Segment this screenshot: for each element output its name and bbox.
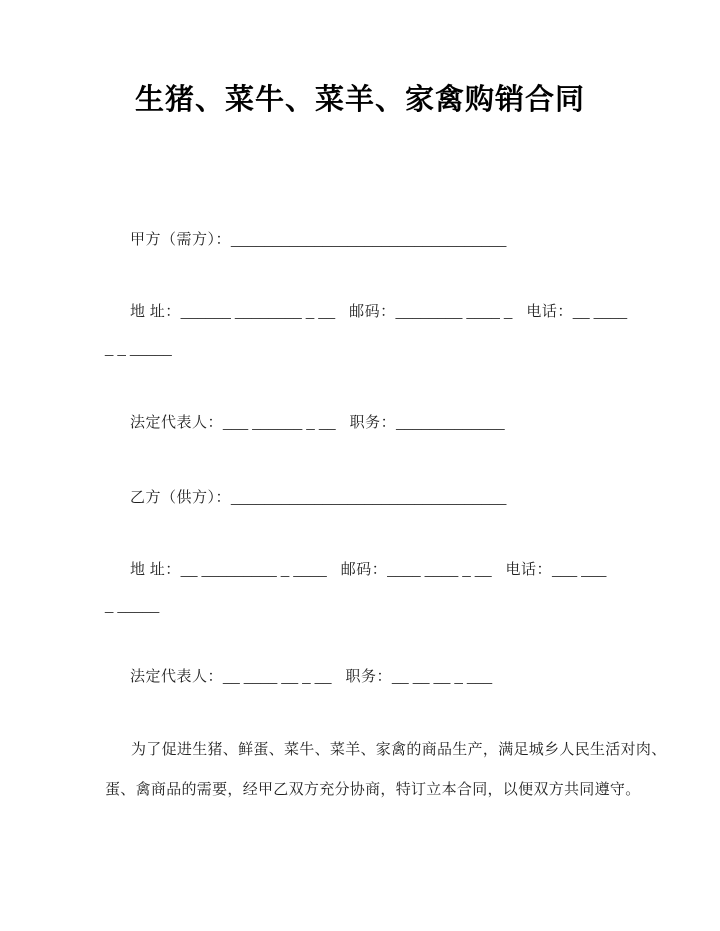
party-a-phone-label: 电话：	[526, 304, 573, 320]
party-a-address-row	[130, 302, 627, 322]
party-a-name-blank: _________________________________	[231, 231, 507, 248]
closing-paragraph-line-1: 为了促进生猪、鲜蛋、菜牛、菜羊、家禽的商品生产，满足城乡人民生活对肉、	[131, 742, 667, 758]
party-b-job-label: 职务：	[345, 669, 392, 685]
party-a-phone-blank: __ ____	[572, 303, 628, 320]
party-a-phone-blank-wrap: _ _ _____	[105, 340, 172, 357]
party-a-name-label: 甲方（需方）：	[130, 232, 232, 248]
party-a-zip-blank: ________ ____ _	[395, 303, 513, 320]
party-a-address-label: 地 址：	[130, 304, 181, 320]
party-b-legal-rep-blank: __ ____ __ _ __	[223, 668, 332, 685]
party-a-legal-rep-blank: ___ ______ _ __	[223, 414, 336, 431]
party-b-phone-blank-wrap: _ _____	[105, 597, 160, 614]
party-b-address-label: 地 址：	[130, 562, 181, 578]
party-b-job-blank: __ __ __ _ ___	[391, 668, 493, 685]
party-a-address-blank: ______ ________ _ __	[180, 303, 336, 320]
party-a-legal-row	[130, 413, 505, 433]
party-b-address-blank: __ _________ _ ____	[180, 561, 327, 578]
document-title: 生猪、菜牛、菜羊、家禽购销合同	[134, 84, 585, 116]
party-a-zip-label: 邮码：	[349, 304, 396, 320]
party-b-name-row	[130, 488, 506, 508]
closing-paragraph-line-2: 蛋、禽商品的需要，经甲乙双方充分协商，特订立本合同，以便双方共同遵守。	[105, 782, 641, 798]
party-b-address-row	[130, 560, 606, 580]
party-b-phone-blank: ___ ___	[552, 561, 607, 578]
party-b-zip-label: 邮码：	[340, 562, 388, 578]
party-a-phone-wrap-row	[105, 339, 172, 359]
party-a-job-blank: _____________	[396, 414, 505, 431]
party-b-phone-wrap-row	[105, 596, 159, 616]
party-b-zip-blank: ____ ____ _ __	[387, 561, 492, 578]
party-a-legal-rep-label: 法定代表人：	[130, 415, 224, 431]
party-a-job-label: 职务：	[349, 415, 397, 431]
party-b-legal-rep-label: 法定代表人：	[130, 669, 224, 685]
party-b-name-label: 乙方（供方）：	[130, 490, 232, 506]
party-a-name-row	[130, 230, 506, 250]
party-b-name-blank: _________________________________	[231, 489, 507, 506]
party-b-legal-row	[130, 667, 492, 687]
party-b-phone-label: 电话：	[505, 562, 553, 578]
